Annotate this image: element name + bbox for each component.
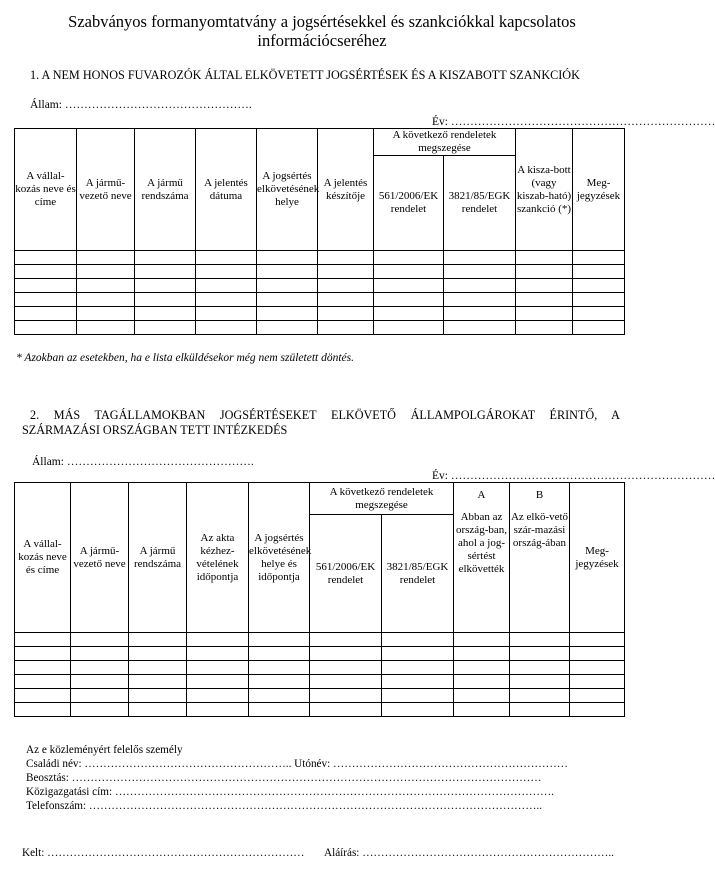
section2-heading-line-1: 2. MÁS TAGÁLLAMOKBAN JOGSÉRTÉSEKET ELKÖVETŐ ÁLLAMPOLGÁROKAT ÉRINTŐ, A [30, 408, 620, 422]
table-row [15, 293, 625, 307]
s2-header-receipt-date: Az akta kézhez-vételének időpontja [187, 483, 249, 633]
table-row [15, 647, 625, 661]
section1-heading: 1. A NEM HONOS FUVAROZÓK ÁLTAL ELKÖVETETT JOGSÉRTÉSEK ÉS A KISZABOTT SZANKCIÓK [30, 68, 580, 82]
s2-header-regulations-group: A következő rendeletek megszegése [310, 483, 454, 515]
s1-header-reporter: A jelentés készítője [318, 129, 374, 251]
s1-header-report-date: A jelentés dátuma [196, 129, 257, 251]
table-row [15, 279, 625, 293]
table-row [15, 703, 625, 717]
section1-state-field[interactable]: Állam: …………………………………………. [30, 99, 252, 111]
s2-header-remarks: Meg-jegyzések [570, 483, 625, 633]
section2-table [14, 482, 625, 717]
position-field[interactable]: Beosztás: ……………………………………………………………………………………………………………… [26, 772, 542, 784]
date-field[interactable]: Kelt: …………………………………………………………… [22, 847, 305, 859]
section1-table [14, 128, 625, 335]
s2-header-reg-3821: 3821/85/EGK rendelet [382, 515, 454, 633]
s2-header-col-b-letter: B [535, 489, 544, 501]
s2-header-company: A vállal-kozás neve és címe [15, 483, 71, 633]
s1-header-reg-3821: 3821/85/EGK rendelet [444, 156, 516, 251]
s1-header-sanction: A kisza-bott (vagy kiszab-ható) szankció (*) [516, 129, 573, 251]
address-field[interactable]: Közigazgatási cím: ………………………………………………………………………………………………………. [26, 786, 554, 798]
s1-header-remarks: Meg-jegyzések [573, 129, 625, 251]
table-row [15, 265, 625, 279]
section2-year-field[interactable]: Év: …………………………………………………………… [432, 470, 715, 482]
table-row [15, 689, 625, 703]
document-title [0, 12, 644, 50]
s1-header-regulations-group: A következő rendeletek megszegése [374, 129, 516, 156]
title-line-2: információcseréhez [257, 31, 387, 50]
s2-header-col-a-text: Abban az ország-ban, ahol a jog-sértést elkövették [455, 511, 507, 575]
s1-header-driver: A jármű-vezető neve [77, 129, 135, 251]
s2-header-reg-561: 561/2006/EK rendelet [310, 515, 382, 633]
title-line-1: Szabványos formanyomtatvány a jogsértésekkel és szankciókkal kapcsolatos [68, 12, 576, 31]
section1-footnote: * Azokban az esetekben, ha e lista elküldésekor még nem született döntés. [16, 352, 354, 364]
table-row [15, 307, 625, 321]
phone-field[interactable]: Telefonszám: ………………………………………………………………………………………………………….. [26, 800, 542, 812]
s1-header-company: A vállal-kozás neve és címe [15, 129, 77, 251]
table-row [15, 251, 625, 265]
table-row [15, 661, 625, 675]
s2-header-col-b [510, 483, 570, 633]
s2-header-col-a-letter: A [477, 489, 486, 501]
s1-header-plate: A jármű rendszáma [135, 129, 196, 251]
section2-heading-line-2: SZÁRMAZÁSI ORSZÁGBAN TETT INTÉZKEDÉS [22, 423, 288, 437]
table-row [15, 633, 625, 647]
section2-state-field[interactable]: Állam: …………………………………………. [32, 456, 254, 468]
table-row [15, 321, 625, 335]
signature-field[interactable]: Aláírás: ………………………………………………………….. [324, 847, 614, 859]
family-name-field[interactable]: Családi név: ……………………………………………….. Utónév: ……………………………………………………… [26, 758, 568, 770]
s2-header-place-time: A jogsértés elkövetésének helye és időpontja [249, 483, 310, 633]
s1-header-reg-561: 561/2006/EK rendelet [374, 156, 444, 251]
section1-year-field[interactable]: Év: …………………………………………………………… [432, 116, 715, 128]
s2-header-plate: A jármű rendszáma [129, 483, 187, 633]
s2-header-col-b-text: Az elkö-vető szár-mazási ország-ában [510, 511, 569, 549]
s2-header-driver: A jármű-vezető neve [71, 483, 129, 633]
s2-header-col-a [454, 483, 510, 633]
table-row [15, 675, 625, 689]
responsible-heading: Az e közleményért felelős személy [26, 744, 183, 756]
s1-header-place: A jogsértés elkövetésének helye [257, 129, 318, 251]
